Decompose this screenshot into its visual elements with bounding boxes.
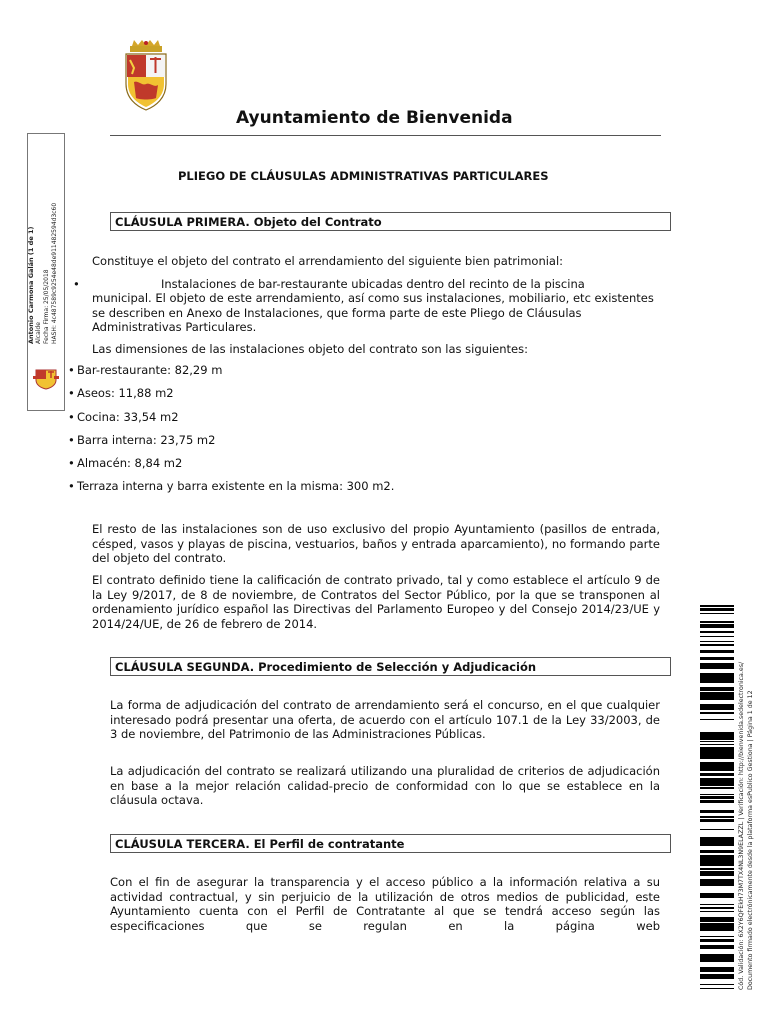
barcode-bar	[700, 855, 734, 858]
signer-role: Alcalde	[35, 322, 42, 344]
barcode-bar	[700, 841, 734, 844]
barcode-bar	[700, 783, 734, 786]
section-3-heading: CLÁUSULA TERCERA. El Perfil de contratante	[110, 834, 671, 853]
barcode-bar	[700, 778, 734, 781]
list-item: • Cocina: 33,54 m2	[68, 410, 179, 424]
barcode-bar	[700, 868, 734, 870]
barcode-bar	[700, 657, 734, 660]
barcode-bar	[700, 663, 734, 665]
barcode-bar	[700, 850, 734, 851]
bullet-glyph: •	[73, 277, 80, 291]
barcode-bar	[700, 947, 734, 949]
barcode-bar	[700, 667, 734, 669]
validation-code: Cód. Validación: 6X2Y6QFEkH73M7TX4NL3N9ELAZZL | Verificación: http://bienvenida.sedelectronica.es/	[738, 661, 745, 990]
barcode-bar	[700, 692, 734, 694]
barcode-bar	[700, 732, 734, 733]
barcode-bar	[700, 744, 734, 745]
barcode-bar	[700, 674, 734, 677]
list-item: • Barra interna: 23,75 m2	[68, 433, 216, 447]
barcode-bar	[700, 829, 734, 830]
signer-name: Antonio Carmona Galán (1 de 1)	[27, 226, 35, 344]
list-item: • Almacén: 8,84 m2	[68, 456, 183, 470]
exclusive-use-paragraph: El resto de las instalaciones son de uso exclusivo del propio Ayuntamiento (pasillos de entrada, césped, vasos y playas de piscina, vestuarios, baños y entrada aparcamiento), no formando parte del objeto del contrato.	[92, 522, 660, 565]
barcode-bar	[700, 904, 734, 905]
barcode-bar	[700, 802, 734, 803]
barcode-bar	[700, 907, 734, 909]
barcode-bar	[700, 800, 734, 801]
barcode-bar	[700, 733, 734, 735]
list-item: • Terraza interna y barra existente en la misma: 300 m2.	[68, 479, 395, 493]
barcode-bar	[700, 984, 734, 985]
barcode-bar	[700, 624, 734, 627]
barcode-bar	[700, 697, 734, 699]
barcode-bar	[700, 762, 734, 764]
barcode-bar	[700, 735, 734, 737]
barcode-bar	[700, 737, 734, 740]
barcode-bar	[700, 781, 734, 783]
barcode-bar	[700, 767, 734, 769]
barcode-bar	[700, 773, 734, 776]
barcode-bar	[700, 820, 734, 822]
municipality-title: Ayuntamiento de Bienvenida	[236, 108, 513, 128]
barcode-bar	[700, 627, 734, 628]
barcode-bar	[700, 988, 734, 989]
object-description: municipal. El objeto de este arrendamiento, así como sus instalaciones, mobiliario, etc existentes se describen en Anexo de Instalaciones, que forma parte de este Pliego de Cláusulas Administrativas Particulares.	[92, 291, 654, 334]
barcode-bar	[700, 699, 734, 700]
barcode-bar	[700, 741, 734, 742]
barcode-bar	[700, 884, 734, 886]
barcode-bar	[700, 631, 734, 633]
barcode-bar	[700, 917, 734, 919]
barcode-bar	[700, 879, 734, 881]
barcode-bar	[700, 712, 734, 714]
barcode-bar	[700, 893, 734, 895]
bullet-glyph: •	[68, 363, 75, 377]
list-item: • Aseos: 11,88 m2	[68, 386, 174, 400]
barcode-bar	[700, 874, 734, 876]
barcode-bar	[700, 819, 734, 820]
barcode-bar	[700, 757, 734, 759]
bullet-glyph: •	[68, 456, 75, 470]
barcode-bar	[700, 929, 734, 931]
barcode-bar	[700, 694, 734, 695]
barcode-bar	[700, 613, 734, 614]
barcode-bar	[700, 752, 734, 754]
barcode-bar	[700, 945, 734, 947]
signature-hash: HASH: 4c487589c9254e48de911482594d3c60	[51, 202, 58, 344]
barcode-bar	[700, 645, 734, 646]
barcode-bar	[700, 709, 734, 710]
list-item: • Bar-restaurante: 82,29 m	[68, 363, 223, 377]
barcode-bar	[700, 939, 734, 942]
barcode-bar	[700, 858, 734, 861]
barcode-bar	[700, 816, 734, 818]
verification-text	[737, 650, 755, 990]
barcode-bar	[700, 837, 734, 840]
barcode-bar	[700, 650, 734, 653]
barcode-bar	[700, 695, 734, 697]
barcode-bar	[700, 967, 734, 969]
barcode-bar	[700, 677, 734, 680]
barcode-bar	[700, 608, 734, 610]
barcode-bar	[700, 610, 734, 611]
barcode-bar	[700, 810, 734, 813]
signature-date: Fecha Firma: 25/05/2018	[43, 269, 50, 344]
barcode-bar	[700, 665, 734, 667]
barcode-bar	[700, 977, 734, 978]
barcode-bar	[700, 974, 734, 977]
bullet-glyph: •	[68, 479, 75, 493]
barcode-bar	[700, 690, 734, 691]
coat-of-arms-icon	[120, 40, 172, 112]
barcode-bar	[700, 636, 734, 637]
barcode-bar	[700, 644, 734, 645]
barcode-bar	[700, 605, 734, 607]
document-title: PLIEGO DE CLÁUSULAS ADMINISTRATIVAS PARTICULARES	[178, 169, 549, 183]
barcode-bar	[700, 923, 734, 926]
barcode-bar	[700, 919, 734, 922]
legal-qualification-paragraph: El contrato definido tiene la calificación de contrato privado, tal y como establece el artículo 9 de la Ley 9/2017, de 8 de noviembre, de Contratos del Sector Público, por la que se transponen al ordenamiento jurídico español las Directivas del Parlamento Europeo y del Consejo 2014/23/UE y 2014/24/UE, de 26 de febrero de 2014.	[92, 573, 660, 631]
barcode-bar	[700, 960, 734, 962]
barcode-bar	[700, 895, 734, 898]
barcode-bar	[700, 957, 734, 960]
barcode-bar	[700, 747, 734, 749]
barcode-bar	[700, 863, 734, 866]
barcode-bar	[700, 926, 734, 929]
header-rule	[110, 135, 661, 136]
barcode-bar	[700, 936, 734, 937]
barcode-bar	[700, 764, 734, 767]
signature-details	[27, 72, 65, 344]
barcode-bar	[700, 754, 734, 757]
bullet-glyph: •	[68, 433, 75, 447]
barcode-bar	[700, 687, 734, 690]
barcode-bar	[700, 840, 734, 841]
barcode-bar	[700, 881, 734, 884]
object-line-1: Instalaciones de bar-restaurante ubicadas dentro del recinto de la piscina	[161, 277, 585, 291]
barcode-icon	[700, 605, 734, 989]
barcode-bar	[700, 769, 734, 771]
criteria-paragraph: La adjudicación del contrato se realizará utilizando una pluralidad de criterios de adjudicación en base a la mejor relación calidad-precio de conformidad con lo que se establece en la cláusula octava.	[110, 764, 660, 807]
section-2-heading: CLÁUSULA SEGUNDA. Procedimiento de Selección y Adjudicación	[110, 657, 671, 676]
barcode-bar	[700, 861, 734, 862]
barcode-bar	[700, 704, 734, 707]
barcode-bar	[700, 673, 734, 674]
barcode-bar	[700, 911, 734, 912]
dimensions-intro: Las dimensiones de las instalaciones objeto del contrato son las siguientes:	[92, 342, 528, 356]
bullet-glyph: •	[68, 410, 75, 424]
barcode-bar	[700, 844, 734, 846]
profile-paragraph: Con el fin de asegurar la transparencia y el acceso público a la información relativa a su actividad contractual, y sin perjuicio de la utilización de otros medios de publicidad, este Ayuntamiento cuenta con el Perfil de Contratante al que se tendrá acceso según las especificaciones que se regulan en la página web	[110, 875, 660, 933]
barcode-bar	[700, 871, 734, 874]
barcode-bar	[700, 719, 734, 720]
barcode-bar	[700, 851, 734, 853]
barcode-bar	[700, 796, 734, 799]
barcode-bar	[700, 749, 734, 751]
adjudication-paragraph: La forma de adjudicación del contrato de arrendamiento será el concurso, en el que cualquier interesado podrá presentar una oferta, de acuerdo con el artículo 107.1 de la Ley 33/2003, de 3 de noviembre, del Patrimonio de las Administraciones Públicas.	[110, 698, 660, 741]
barcode-bar	[700, 751, 734, 752]
barcode-bar	[700, 954, 734, 955]
barcode-bar	[700, 978, 734, 979]
barcode-bar	[700, 862, 734, 863]
barcode-bar	[700, 680, 734, 683]
barcode-bar	[700, 641, 734, 642]
barcode-bar	[700, 969, 734, 971]
signature-seal-icon	[33, 366, 59, 390]
barcode-bar	[700, 621, 734, 623]
section-1-heading: CLÁUSULA PRIMERA. Objeto del Contrato	[110, 212, 671, 231]
bullet-glyph: •	[68, 386, 75, 400]
barcode-bar	[700, 707, 734, 709]
barcode-bar	[700, 955, 734, 957]
section-1-intro: Constituye el objeto del contrato el arrendamiento del siguiente bien patrimonial:	[92, 254, 564, 268]
barcode-bar	[700, 801, 734, 802]
barcode-bar	[700, 787, 734, 789]
barcode-bar	[700, 794, 734, 795]
barcode-bar	[700, 971, 734, 972]
electronic-signature-note: Documento firmado electrónicamente desde la plataforma esPublico Gestiona | Página 1 de 12	[747, 690, 754, 990]
